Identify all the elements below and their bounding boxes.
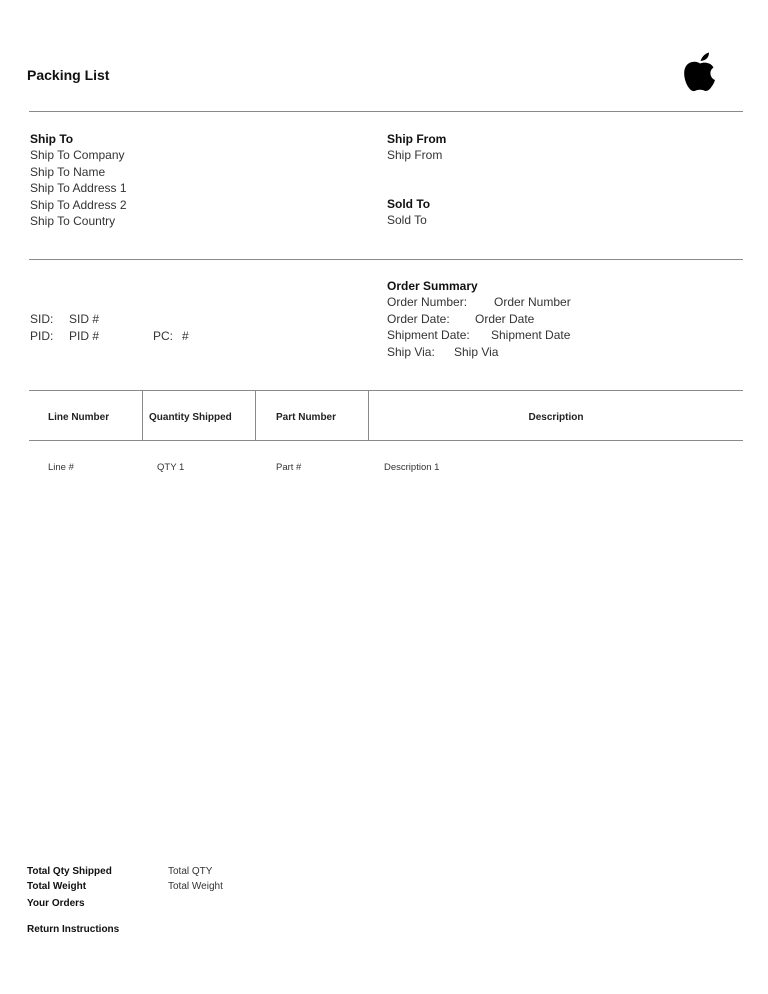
sid-label: SID: xyxy=(30,312,54,326)
cell-line-number: Line # xyxy=(48,462,74,473)
ship-from-block xyxy=(387,131,446,164)
order-summary-heading: Order Summary xyxy=(387,279,478,293)
cell-quantity: QTY 1 xyxy=(157,462,185,473)
ship-via-value: Ship Via xyxy=(454,344,499,359)
sold-to-heading: Sold To xyxy=(387,197,431,211)
ship-to-heading: Ship To xyxy=(30,132,74,146)
apple-logo-icon xyxy=(683,50,717,92)
column-header-quantity-shipped: Quantity Shipped xyxy=(149,412,232,423)
sid-row xyxy=(30,311,99,328)
order-summary-block xyxy=(387,278,571,360)
ship-to-address-1: Ship To Address 1 xyxy=(30,181,127,195)
order-number-value: Order Number xyxy=(494,295,571,309)
pid-row xyxy=(30,328,189,345)
ship-to-company: Ship To Company xyxy=(30,148,125,162)
total-weight-label: Total Weight xyxy=(27,881,87,892)
cell-description: Description 1 xyxy=(384,462,440,473)
ship-via-row xyxy=(387,344,571,361)
column-header-description: Description xyxy=(528,412,584,423)
ship-from-heading: Ship From xyxy=(387,132,447,146)
pc-value: # xyxy=(182,329,189,343)
ship-to-country: Ship To Country xyxy=(30,214,116,228)
table-column-divider xyxy=(142,390,143,440)
order-number-row xyxy=(387,294,571,311)
table-top-border xyxy=(29,390,743,391)
address-divider xyxy=(29,259,743,260)
order-number-label: Order Number: xyxy=(387,295,468,309)
table-header-border xyxy=(29,440,743,441)
pid-label: PID: xyxy=(30,329,54,343)
table-column-divider xyxy=(255,390,256,440)
total-qty-label: Total Qty Shipped xyxy=(27,866,112,877)
ship-to-block xyxy=(30,131,127,230)
ship-via-label: Ship Via: xyxy=(387,344,435,359)
column-header-part-number: Part Number xyxy=(276,412,337,423)
column-header-line-number: Line Number xyxy=(48,412,110,423)
shipment-date-row xyxy=(387,327,571,344)
shipment-date-label: Shipment Date: xyxy=(387,328,470,342)
order-date-value: Order Date xyxy=(475,311,535,326)
sid-value: SID # xyxy=(69,312,100,326)
order-date-row xyxy=(387,311,571,328)
ship-to-address-2: Ship To Address 2 xyxy=(30,197,127,212)
total-qty-value: Total QTY xyxy=(168,866,213,877)
total-weight-value: Total Weight xyxy=(168,881,223,892)
cell-part-number: Part # xyxy=(276,462,302,473)
pc-label: PC: xyxy=(153,329,174,343)
return-instructions-label: Return Instructions xyxy=(27,924,120,935)
your-orders-label: Your Orders xyxy=(27,898,85,909)
order-date-label: Order Date: xyxy=(387,311,450,326)
shipment-date-value: Shipment Date xyxy=(491,328,571,342)
ship-to-name: Ship To Name xyxy=(30,164,106,179)
ship-from-value: Ship From xyxy=(387,148,443,162)
pid-value: PID # xyxy=(69,329,100,343)
page-title: Packing List xyxy=(27,67,110,83)
sold-to-value: Sold To xyxy=(387,213,427,227)
header-divider xyxy=(29,111,743,112)
sold-to-block xyxy=(387,196,430,229)
